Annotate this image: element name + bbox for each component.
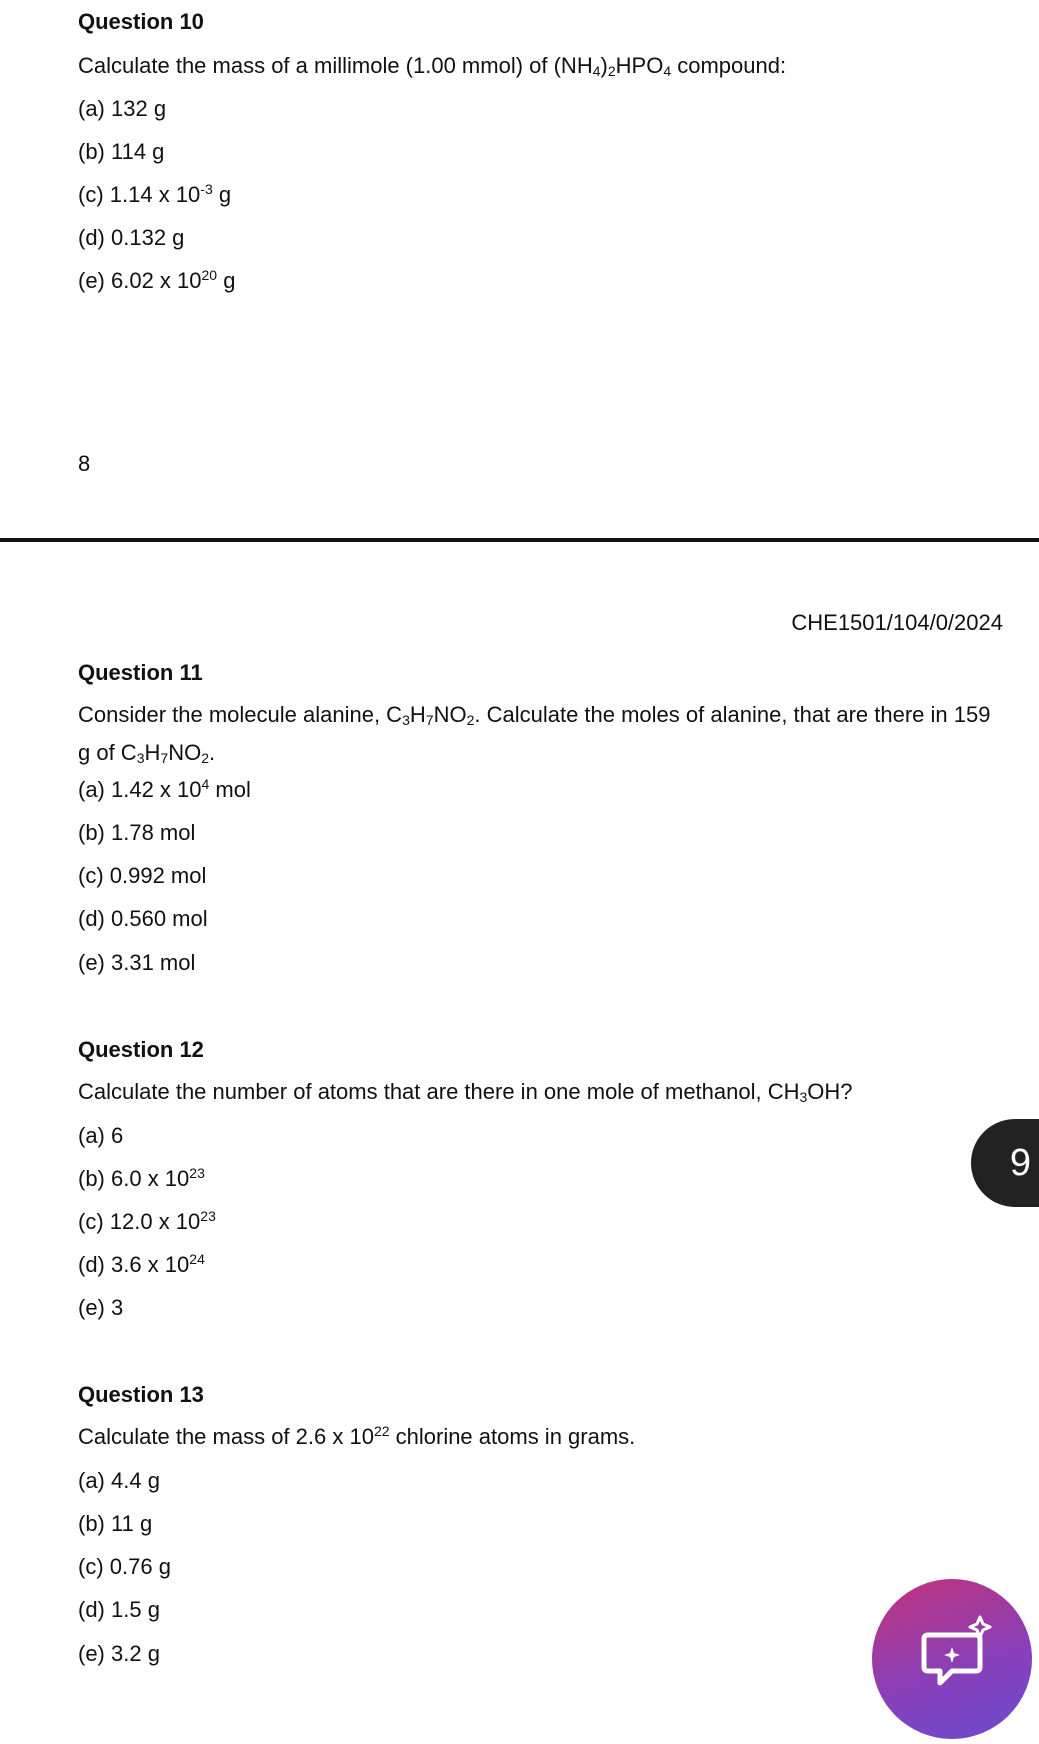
- question-13-option-e: (e) 3.2 g: [78, 1641, 160, 1666]
- question-10-option-a: (a) 132 g: [78, 96, 167, 121]
- question-13-stem: Calculate the mass of 2.6 x $10^{22}$ chlorine atoms in grams.: [78, 1423, 636, 1449]
- question-11-option-b: (b) 1.78 mol: [78, 820, 196, 845]
- question-10-title: Question 10: [78, 9, 204, 34]
- question-10-stem: Calculate the mass of a millimole (1.00 mmol) of $(NH_4)_2HPO_4$ compound:: [78, 53, 787, 79]
- page-divider: [0, 538, 1039, 542]
- question-12-stem: Calculate the number of atoms that are there in one mole of methanol, $CH_3OH$?: [78, 1079, 853, 1105]
- question-11-title: Question 11: [78, 660, 203, 685]
- question-11-stem: Consider the molecule alanine, $C_3H_7NO_2$. Calculate the moles of alanine, that are there in 159 g of $C_3H_7NO_2$.: [78, 702, 991, 766]
- question-10-option-c: (c) 1.14 x $10^{-3}$ g: [78, 181, 232, 207]
- page-number: 8: [78, 451, 91, 476]
- question-13-option-c: (c) 0.76 g: [78, 1554, 171, 1579]
- question-12-option-a: (a) 6: [78, 1123, 124, 1148]
- question-11-option-c: (c) 0.992 mol: [78, 863, 207, 888]
- document-code: CHE1501/104/0/2024: [791, 610, 1003, 635]
- question-12-option-c: (c) 12.0 x $10^{23}$: [78, 1208, 216, 1234]
- question-13-option-a: (a) 4.4 g: [78, 1468, 160, 1493]
- question-11-option-a: (a) 1.42 x $10^4$ mol: [78, 776, 251, 802]
- question-12-option-d: (d) 3.6 x $10^{24}$: [78, 1251, 205, 1277]
- question-13-option-d: (d) 1.5 g: [78, 1597, 160, 1622]
- question-13-option-b: (b) 11 g: [78, 1511, 153, 1536]
- question-11-option-e: (e) 3.31 mol: [78, 950, 196, 975]
- ai-chat-sparkle-icon: [872, 1579, 1032, 1739]
- page-badge: 9: [971, 1119, 1039, 1207]
- question-13-title: Question 13: [78, 1382, 204, 1407]
- question-10-option-b: (b) 114 g: [78, 139, 165, 164]
- question-10-option-e: (e) 6.02 x $10^{20}$ g: [78, 267, 236, 293]
- question-10-option-d: (d) 0.132 g: [78, 225, 185, 250]
- ai-chat-button[interactable]: [872, 1579, 1032, 1739]
- question-12-option-e: (e) 3: [78, 1295, 124, 1320]
- question-12-title: Question 12: [78, 1037, 204, 1062]
- question-11-option-d: (d) 0.560 mol: [78, 906, 208, 931]
- question-12-option-b: (b) 6.0 x $10^{23}$: [78, 1165, 205, 1191]
